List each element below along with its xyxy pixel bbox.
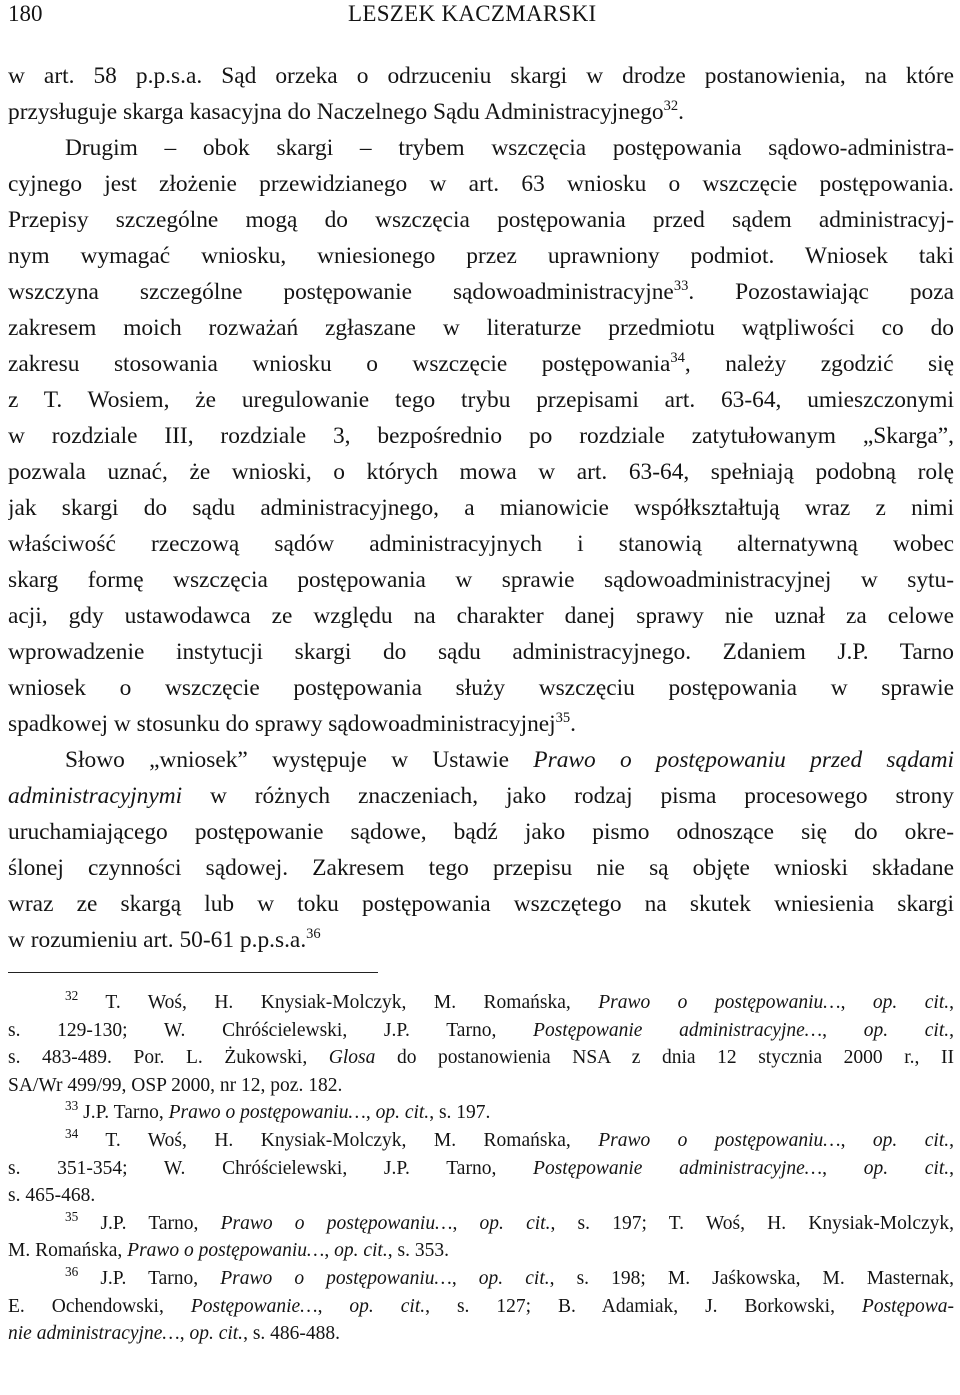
footnote-line: M. Romańska, Prawo o postępowaniu…, op. cit., s. 353. (8, 1240, 449, 1262)
text-line: wprowadzenie instytucji skargi do sądu administracyjnego. Zdaniem J.P. Tarno (8, 639, 954, 665)
footnote-number: 36 (65, 1264, 79, 1279)
running-header (8, 0, 948, 30)
footnote-ref[interactable]: 32 (663, 98, 679, 115)
text-line: w art. 58 p.p.s.a. Sąd orzeka o odrzuceniu skargi w drodze postanowienia, na które (8, 63, 954, 89)
footnote-number: 34 (65, 1126, 79, 1141)
footnote-line: s. 465-468. (8, 1185, 96, 1207)
footnote-number: 32 (65, 989, 79, 1003)
text-line: wraz ze skargą lub w toku postępowania wszczętego na skutek wniesienia skargi (8, 891, 954, 917)
text-line: nym wymagać wniosku, wniesionego przez uprawniony podmiot. Wniosek taki (8, 243, 954, 269)
text-line: zakresem moich rozważań zgłaszane w literaturze przedmiotu wątpliwości co do (8, 315, 954, 341)
footnote-line: nie administracyjne…, op. cit., s. 486-488. (8, 1323, 341, 1345)
text-line: acji, gdy ustawodawca ze względu na charakter danej sprawy nie uznał za celowe (8, 603, 954, 629)
text-line: zakresu stosowania wniosku o wszczęcie postępowania$^{34}$, należy zgodzić się (8, 350, 954, 377)
footnote-line: $^{36}$ J.P. Tarno, Prawo o postępowaniu…, op. cit., s. 198; M. Jaśkowska, M. Masternak, (65, 1264, 954, 1289)
main-text (8, 58, 954, 958)
footnotes (8, 989, 954, 1348)
text-line: uruchamiającego postępowanie sądowe, bądź jako pismo odnoszące się do okre- (8, 819, 954, 845)
footnote-line: $^{33}$ J.P. Tarno, Prawo o postępowaniu…, op. cit., s. 197. (65, 1099, 491, 1124)
footnote-separator (8, 972, 378, 973)
footnote-line: SA/Wr 499/99, OSP 2000, nr 12, poz. 182. (8, 1074, 343, 1096)
text-line: cyjnego jest złożenie przewidzianego w art. 63 wniosku o wszczęcie postępowania. (8, 171, 954, 197)
text-line: spadkowej w stosunku do sprawy sądowoadministracyjnej$^{35}$. (8, 710, 577, 737)
text-line: właściwość rzeczową sądów administracyjnych i stanowią alternatywną wobec (8, 531, 954, 557)
text-line: wniosek o wszczęcie postępowania służy wszczęciu postępowania w sprawie (8, 675, 954, 701)
footnote-number: 33 (65, 1099, 79, 1114)
footnote-line: E. Ochendowski, Postępowanie…, op. cit., s. 127; B. Adamiak, J. Borkowski, Postępowa- (8, 1295, 954, 1317)
text-line: Przepisy szczególne mogą do wszczęcia postępowania przed sądem administracyj- (8, 207, 954, 233)
text-line: Drugim – obok skargi – trybem wszczęcia postępowania sądowo-administra- (65, 135, 954, 161)
text-line: administracyjnymi w różnych znaczeniach, jako rodzaj pisma procesowego strony (8, 783, 954, 809)
footnote-ref[interactable]: 35 (555, 710, 571, 727)
text-line: wszczyna szczególne postępowanie sądowoadministracyjne$^{33}$. Pozostawiając poza (8, 278, 954, 305)
text-line: skarg formę wszczęcia postępowania w sprawie sądowoadministracyjnej w sytu- (8, 567, 954, 593)
footnote-line: $^{32}$ T. Woś, H. Knysiak-Molczyk, M. Romańska, Prawo o postępowaniu…, op. cit., (65, 989, 954, 1013)
running-title: LESZEK KACZMARSKI (348, 1, 597, 26)
text-line: Słowo „wniosek” występuje w Ustawie Prawo o postępowaniu przed sądami (65, 747, 954, 773)
text-line: z T. Wosiem, że uregulowanie tego trybu przepisami art. 63-64, umieszczonymi (8, 387, 954, 413)
italic-title: administracyjnymi (8, 783, 183, 809)
footnote-line: s. 483-489. Por. L. Żukowski, Glosa do postanowienia NSA z dnia 12 stycznia 2000 r., II (8, 1047, 954, 1069)
text-line: w rozdziale III, rozdziale 3, bezpośrednio po rozdziale zatytułowanym „Skarga”, (8, 423, 954, 449)
footnote-number: 35 (65, 1209, 79, 1224)
text-line: ślonej czynności sądowej. Zakresem tego przepisu nie są objęte wnioski składane (8, 855, 954, 881)
footnote-ref[interactable]: 34 (670, 350, 685, 367)
text-line: pozwala uznać, że wnioski, o których mowa w art. 63-64, spełniają podobną rolę (8, 459, 954, 485)
text-line: przysługuje skarga kasacyjna do Naczelnego Sądu Administracyjnego$^{32}$. (8, 98, 684, 125)
text-line: w rozumieniu art. 50-61 p.p.s.a.$^{36}$ (8, 926, 321, 953)
footnote-line: s. 129-130; W. Chróścielewski, J.P. Tarno, Postępowanie administracyjne…, op. cit., (8, 1019, 954, 1041)
italic-title: Prawo o postępowaniu przed sądami (533, 747, 954, 773)
footnote-line: $^{34}$ T. Woś, H. Knysiak-Molczyk, M. Romańska, Prawo o postępowaniu…, op. cit., (65, 1126, 954, 1151)
footnote-line: $^{35}$ J.P. Tarno, Prawo o postępowaniu…, op. cit., s. 197; T. Woś, H. Knysiak-Molczyk, (65, 1209, 954, 1234)
footnote-ref[interactable]: 36 (306, 926, 321, 943)
page-number: 180 (8, 1, 43, 26)
footnote-ref[interactable]: 33 (673, 278, 689, 295)
footnote-line: s. 351-354; W. Chróścielewski, J.P. Tarno, Postępowanie administracyjne…, op. cit., (8, 1157, 954, 1179)
text-line: jak skargi do sądu administracyjnego, a mianowicie współkształtują wraz z nimi (8, 495, 954, 521)
